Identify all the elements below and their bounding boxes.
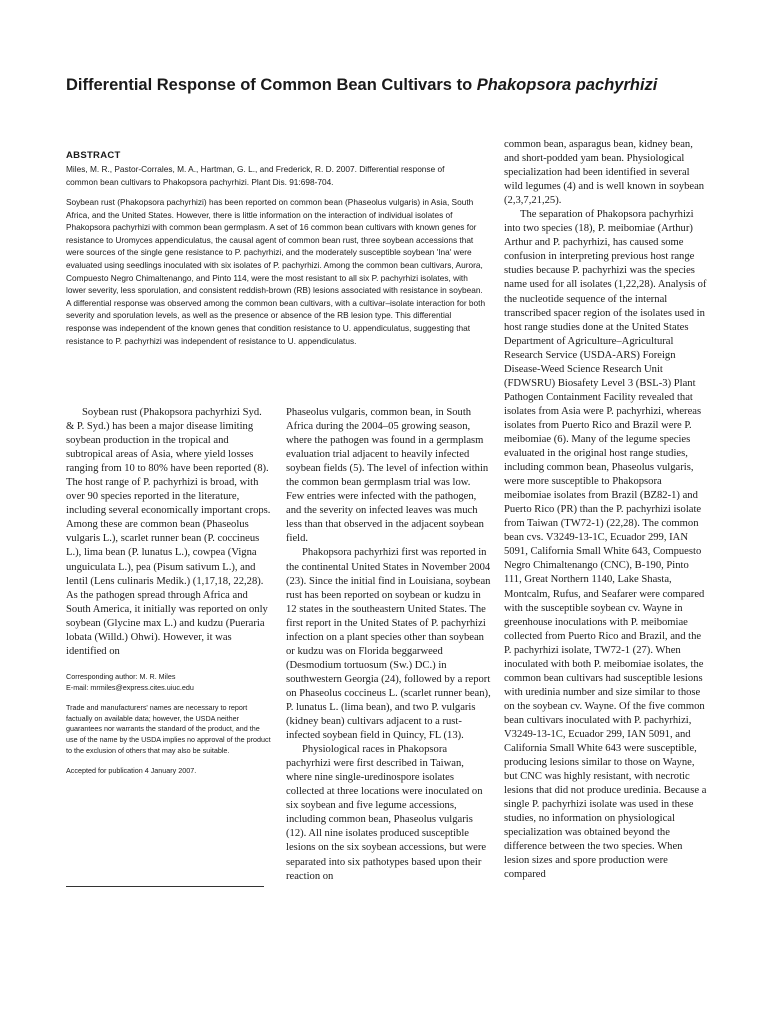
paragraph: Physiological races in Phakopsora pachyrhizi were first described in Taiwan, where nine single-uredinospore isolates collected at three locations were inoculated on six soybean and five legume accessions, including common bean, Phaseolus vulgaris (12). All nine isolates produced susceptible lesions on the six soybean accessions, but were separated into six pathotypes based upon their reaction on (286, 744, 487, 882)
paragraph: common bean, asparagus bean, kidney bean, and short-podded yam bean. Physiological specialization had been identified in several wild legumes (4) and is well known in soybean (2,3,7,21,25). (504, 139, 705, 207)
abstract-heading: ABSTRACT (66, 150, 121, 161)
paragraph: Phakopsora pachyrhizi first was reported in the continental United States in November 2004 (23). Since the initial find in Louisiana, soybean rust has been reported on soybean or kudzu in 12 states in the southeastern United States. The first report in the United States of P. pachyrhizi infection on a plant species other than soybean or kudzu was on Florida beggarweed (Desmodium tortuosum (Sw.) DC.) in southwestern Georgia (24), followed by a report on Phaseolus coccineus L. (scarlet runner bean), P. lunatus L. (lima bean), and two P. vulgaris (kidney bean) cultivars adjacent to a rust-infected soybean field in Quincy, FL (13). (286, 547, 491, 742)
paragraph: Soybean rust (Phakopsora pachyrhizi Syd. & P. Syd.) has been a major disease limiting soybean production in the tropical and subtropical areas of Asia, where yield losses ranging from 10 to 80% have been reported (8). The host range of P. pachyrhizi is broad, with over 90 species reported in the literature, including several economically important crops. Among these are common bean (Phaseolus vulgaris L.), scarlet runner bean (P. coccineus L.), lima bean (P. lunatus L.), cowpea (Vigna unguiculata L.), pea (Pisum sativum L.), and lentil (Lens culinaris Medik.) (1,17,18, 22,28). As the pathogen spread through Africa and South America, it initially was reported on only soybean (Glycine max L.) and kudzu (Pueraria lobata (Willd.) Ohwi). However, it was identified on (66, 407, 271, 657)
title-text: Differential Response of Common Bean Cultivars to (66, 76, 477, 94)
body-column-1 (66, 406, 271, 659)
footnotes (66, 672, 271, 787)
body-column-3 (504, 138, 709, 882)
article-title (66, 76, 726, 95)
abstract-body: Soybean rust (Phakopsora pachyrhizi) has been reported on common bean (Phaseolus vulgaris) in Asia, South Africa, and the United States. However, there is little information on the interaction of individual isolates of Phakopsora pachyrhizi with common bean germplasm. A set of 16 common bean cultivars with known genes for resistance to Uromyces appendiculatus, the causal agent of common bean rust, three soybean accessions that were sources of the single gene resistance to P. pachyrhizi, and the moderately susceptible soybean 'Ina' were evaluated using seedlings inoculated with six isolates of P. pachyrhizi. Among the common bean cultivars, Aurora, Compuesto Negro Chimaltenango, and Pinto 114, were the most resistant to all six P. pachyrhizi isolates, with lower severity, less sporulation, and consistent reddish-brown (RB) lesions associated with resistance in soybean. A differential response was observed among the common bean cultivars, with a cultivar–isolate interaction for both severity and sporulation levels, as well as the presence or absence of the RB lesion type. This differential response was independent of the known genes that condition resistance to U. appendiculatus, suggesting that resistance to P. pachyrhizi was independent of resistance to U. appendiculatus. (66, 197, 486, 346)
abstract-citation: Miles, M. R., Pastor-Corrales, M. A., Hartman, G. L., and Frederick, R. D. 2007. Differential response of common bean cultivars to Phakopsora pachyrhizi. Plant Dis. 91:698-704. (66, 164, 445, 187)
body-column-2 (286, 406, 491, 884)
corresponding-author: Corresponding author: M. R. Miles E-mail: mrmiles@express.cites.uiuc.edu (66, 672, 194, 692)
title-species: Phakopsora pachyrhizi (476, 76, 658, 94)
trade-disclaimer: Trade and manufacturers' names are necessary to report factually on available data; however, the USDA neither guarantees nor warrants the standard of the product, and the use of the name by the USDA implies no approval of the product to the exclusion of others that may also be suitable. (66, 703, 271, 755)
paragraph: The separation of Phakopsora pachyrhizi into two species (18), P. meibomiae (Arthur) Arthur and P. pachyrhizi, has caused some confusion in interpreting previous host range studies because P. pachyrhizi was the species name used for all isolates (1,22,28). Analysis of the nucleotide sequence of the internal transcribed spacer region of the isolates used in host range studies done at the United States Department of Agriculture–Agricultural Research Service (USDA-ARS) Foreign Disease-Weed Science Research Unit (FDWSRU) Biosafety Level 3 (BSL-3) Plant Pathogen Containment Facility revealed that isolates from Asia were P. pachyrhizi, whereas isolates from Puerto Rico and Brazil were P. meibomiae (6). Many of the legume species evaluated in the original host range studies, including common bean, Phaseolus vulgaris, were more susceptible to Phakopsora meibomiae isolates from Brazil (BZ82-1) and Puerto Rico (PR) than the P. pachyrhizi isolate from Taiwan (TW72-1) (22,28). The common bean cvs. V3249-13-1C, Ecuador 299, IAN 5091, California Small White 643, Compuesto Negro Chimaltenango (CNC), B-190, Pinto 111, Great Northern 1140, Lake Shasta, Montcalm, Rufus, and Seafarer were compared with the susceptible soybean cv. Wayne in greenhouse inoculations with P. meibomiae collected from Puerto Rico and Brazil, and the P. pachyrhizi isolate, TW72-1 (27). When inoculated with both P. meibomiae isolates, the common bean cultivars had susceptible lesions with uredinia number and size similar to those on the soybean cv. Wayne. Of the five common bean cultivars inoculated with P. pachyrhizi, V3249-13-1C, Ecuador 299, IAN 5091, and California Small White 643 were susceptible, producing lesions similar to those on Wayne, but CNC was highly resistant, with necrotic lesions that did not produce uredinia. Because a single P. pachyrhizi isolate was used in these studies, no information on physiological specialization was obtained beyond the difference between the two species. When lesion sizes and spore production were compared (504, 209, 707, 881)
accepted-date: Accepted for publication 4 January 2007. (66, 766, 197, 776)
footnote-divider (66, 886, 264, 887)
paragraph: Phaseolus vulgaris, common bean, in South Africa during the 2004–05 growing season, where the pathogen was found in a germplasm evaluation trial adjacent to heavily infected soybean fields (5). The level of infection within the common bean germplasm trial was low. Few entries were infected with the pathogen, and the severity on infected leaves was much less than that observed in the adjacent soybean field. (286, 407, 489, 545)
